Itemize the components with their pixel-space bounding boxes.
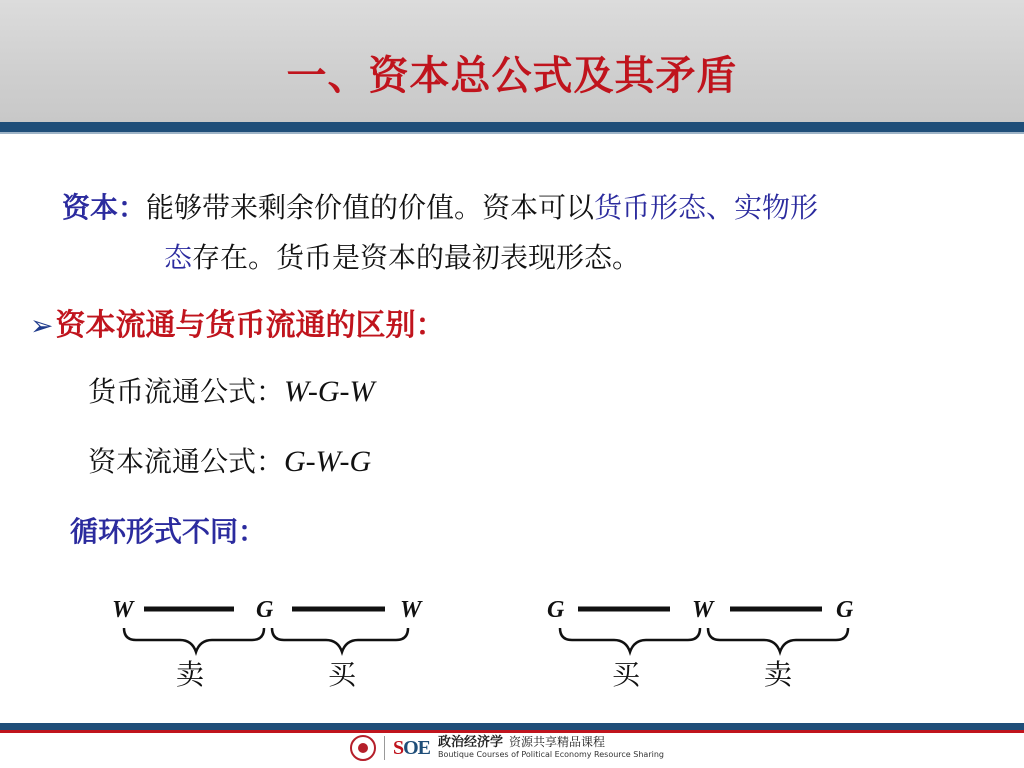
footer-divider [0,723,1024,730]
diagram-label: 卖 [763,658,793,691]
brace-left [124,628,264,652]
soe-logo: SOE [393,736,431,759]
definition-highlight-1: 货币形态、实物形 [594,191,819,224]
course-tag: 资源共享精品课程 [509,735,606,750]
diagram-label: 买 [611,658,641,691]
course-name: 政治经济学 [438,735,504,751]
definition-text-1: 能够带来剩余价值的价值。资本可以 [146,191,595,224]
cycle-diagrams [0,580,1024,695]
footer-separator [384,736,385,760]
definition-text-2: 存在。货币是资本的最初表现形态。 [192,241,641,274]
diagram-label: 买 [327,658,357,691]
course-name-en: Boutique Courses of Political Economy Resource Sharing [438,749,664,759]
formula-label: 货币流通公式： [88,375,285,408]
diagram-node: W [692,597,714,623]
definition-term: 资本： [62,191,147,224]
formula-money [88,370,375,410]
capital-cycle-diagram [547,597,854,691]
section-heading-text: 资本流通与货币流通的区别： [55,308,446,343]
slide-title: 一、资本总公式及其矛盾 [286,53,738,99]
footer-course-text [438,736,664,759]
diagram-node: G [256,597,274,623]
header-divider [0,122,1024,132]
formula-expr: G-W-G [284,445,372,478]
definition-highlight-2: 态 [164,241,193,274]
diagram-node: G [547,597,565,623]
capital-definition [62,183,992,283]
formula-label: 资本流通公式： [88,445,285,478]
diagram-node: W [112,597,134,623]
diagram-node: W [400,597,422,623]
cycle-heading: 循环形式不同： [70,515,267,548]
brace-left [560,628,700,652]
formula-expr: W-G-W [284,375,375,408]
money-cycle-diagram [112,597,423,691]
university-seal-icon [350,735,376,761]
arrow-bullet-icon: ➢ [30,309,54,342]
brace-right [708,628,848,652]
formula-capital [88,440,371,480]
section-heading [30,300,445,344]
definition-line-2 [62,233,992,283]
header-divider-thin [0,132,1024,134]
footer-logo [350,735,664,761]
diagram-node: G [836,597,854,623]
diagram-label: 卖 [175,658,205,691]
brace-right [272,628,408,652]
